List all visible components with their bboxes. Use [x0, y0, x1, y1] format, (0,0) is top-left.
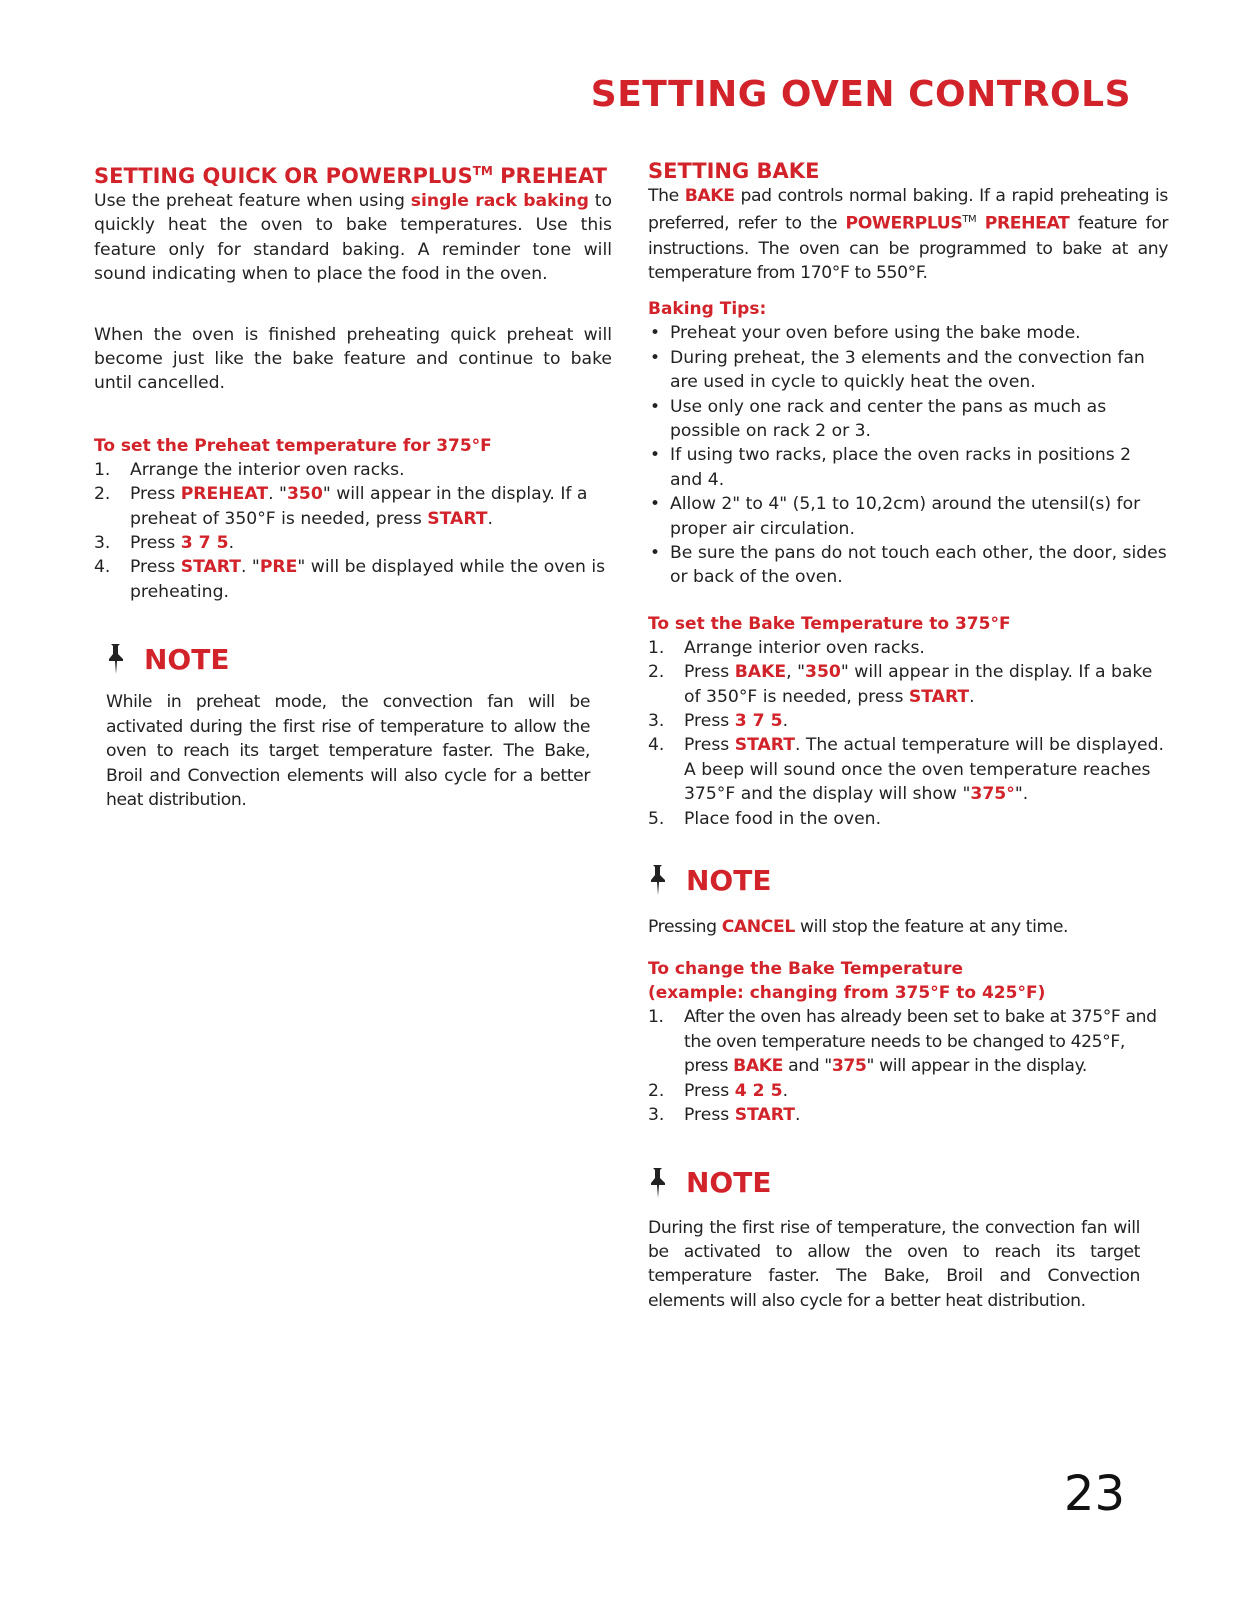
list-item: 5. Place food in the oven.: [648, 808, 882, 829]
list-item: 1. Arrange interior oven racks.: [648, 637, 925, 658]
list-item: • Preheat your oven before using the bake mode.: [648, 321, 1168, 345]
list-item: 3. Press 3 7 5.: [648, 711, 789, 732]
list-item: 4. Press START. The actual temperature will be displayed. A beep will sound once the oven temperature reaches 375°F and the display will show "375°".: [648, 735, 1164, 805]
list-item: 1. Arrange the interior oven racks.: [94, 459, 405, 480]
note-text: While in preheat mode, the convection fan will be activated during the first rise of temperature to allow the oven to reach its target temperature faster. The Bake, Broil and Convection elements will also cycle for a better heat distribution.: [106, 692, 590, 810]
preheat-paragraph: When the oven is finished preheating quick preheat will become just like the bake feature and continue to bake until cancelled.: [94, 324, 612, 394]
right-column: [648, 158, 1168, 1313]
list-item: • Use only one rack and center the pans as much as possible on rack 2 or 3.: [648, 395, 1168, 444]
bake-note-cancel: [648, 859, 1168, 939]
note-label: NOTE: [686, 1166, 772, 1200]
bake-steps-heading: To set the Bake Temperature to 375°F: [648, 613, 1011, 634]
pushpin-icon: [106, 642, 128, 676]
change-heading-line1: To change the Bake Temperature: [648, 959, 963, 980]
list-item: 3. Press START.: [648, 1105, 801, 1126]
list-item: 1. After the oven has already been set to bake at 375°F and the oven temperature needs to be changed to 425°F, press BAKE and "375" will appear in the display.: [648, 1007, 1157, 1077]
page-title: SETTING OVEN CONTROLS: [590, 74, 1131, 115]
left-column: [94, 158, 612, 812]
tips-heading: Baking Tips:: [648, 299, 767, 320]
preheat-note: [94, 638, 612, 812]
list-item: 2. Press 4 2 5.: [648, 1080, 789, 1101]
list-item: 4. Press START. "PRE" will be displayed while the oven is preheating.: [94, 557, 606, 602]
preheat-intro: Use the preheat feature when using single rack baking to quickly heat the oven to bake temperatures. Use this feature only for standard baking. A reminder tone will sound indicating when to place the food in the oven.: [94, 191, 613, 285]
list-item: 3. Press 3 7 5.: [94, 533, 235, 554]
preheat-steps-heading: To set the Preheat temperature for 375°F: [94, 435, 492, 456]
preheat-heading: SETTING QUICK OR POWERPLUS™ PREHEAT: [94, 164, 607, 188]
page-number: 23: [1063, 1466, 1125, 1522]
change-steps: [648, 1005, 1168, 1127]
list-item: • Allow 2" to 4" (5,1 to 10,2cm) around the utensil(s) for proper air circulation.: [648, 492, 1168, 541]
preheat-steps: [94, 458, 612, 604]
bake-note-convection: [648, 1162, 1168, 1314]
list-item: 2. Press PREHEAT. "350" will appear in the display. If a preheat of 350°F is needed, press START.: [94, 484, 588, 529]
list-item: • Be sure the pans do not touch each other, the door, sides or back of the oven.: [648, 541, 1168, 590]
tips-list: [648, 321, 1168, 589]
note-text: Pressing CANCEL will stop the feature at any time.: [648, 917, 1069, 938]
bake-heading: SETTING BAKE: [648, 159, 820, 183]
pushpin-icon: [648, 863, 670, 897]
list-item: • During preheat, the 3 elements and the convection fan are used in cycle to quickly heat the oven.: [648, 346, 1168, 395]
pushpin-icon: [648, 1166, 670, 1200]
bake-intro: The BAKE pad controls normal baking. If a rapid preheating is preferred, refer to the POWERPLUS™ PREHEAT feature for instructions. The oven can be programmed to bake at any temperature from 170°F to 550°F.: [648, 186, 1168, 283]
bake-steps: [648, 636, 1168, 831]
list-item: • If using two racks, place the oven racks in positions 2 and 4.: [648, 443, 1168, 492]
note-label: NOTE: [686, 863, 772, 897]
note-text: During the first rise of temperature, the convection fan will be activated to allow the oven to reach its target temperature faster. The Bake, Broil and Convection elements will also cycle for a better heat distribution.: [648, 1217, 1140, 1311]
change-heading-line2: (example: changing from 375°F to 425°F): [648, 983, 1046, 1004]
list-item: 2. Press BAKE, "350" will appear in the display. If a bake of 350°F is needed, press START.: [648, 662, 1153, 707]
note-label: NOTE: [144, 642, 230, 676]
